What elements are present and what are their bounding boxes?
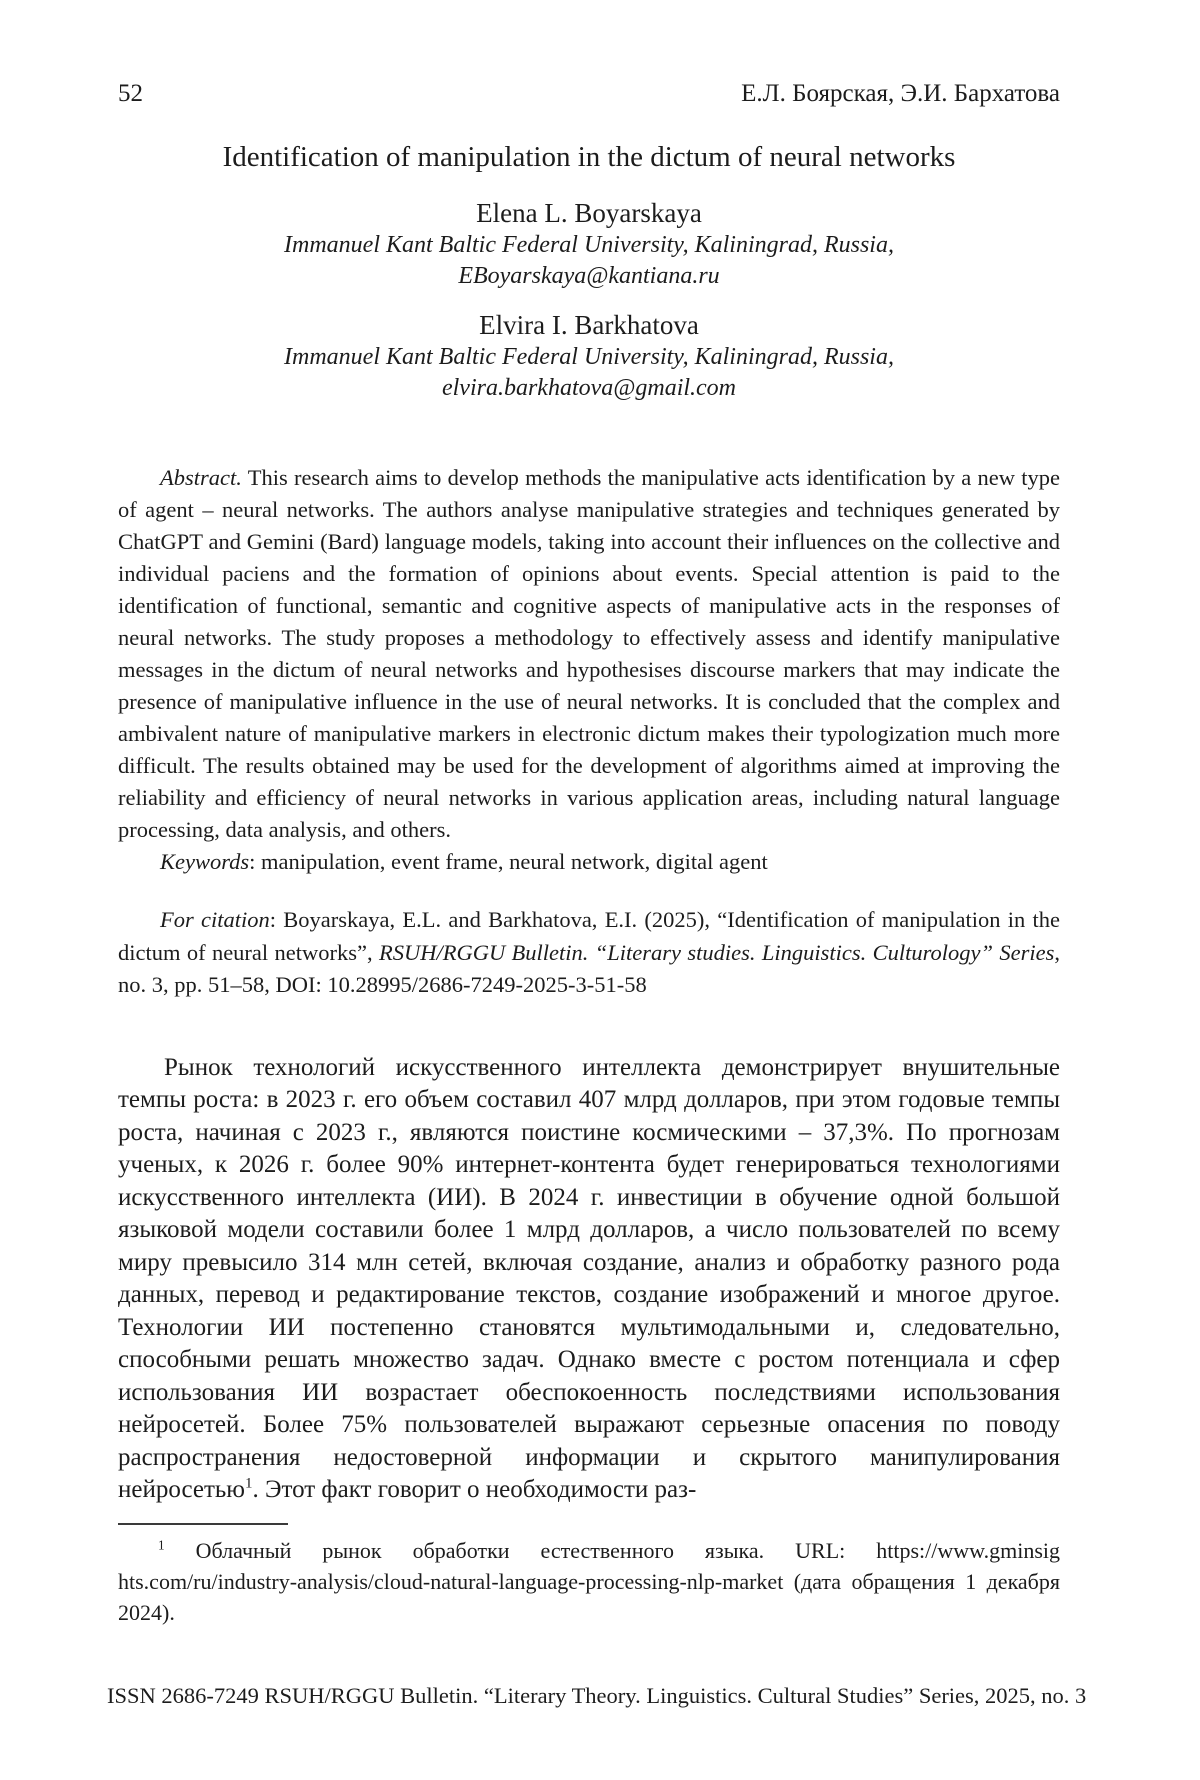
article-title: Identification of manipulation in the dictum of neural networks <box>222 141 956 173</box>
author-block-2 <box>118 308 1060 404</box>
author-block-1 <box>118 196 1060 292</box>
footnote-reference: 1 <box>244 1475 253 1492</box>
page-number: 52 <box>118 80 143 107</box>
abstract-label: Abstract. <box>160 465 242 490</box>
abstract-text: This research aims to develop methods the manipulative acts identification by a new type of agent – neural networks. The authors analyse manipulative strategies and techniques generated by ChatGPT and Gemini (Bard) language models, taking into account their influences on the collective and individual paciens and the formation of opinions about events. Special attention is paid to the identification of functional, semantic and cognitive aspects of manipulative acts in the responses of neural networks. The study proposes a methodology to effectively assess and identify manipulative messages in the dictum of neural networks and hypothesises discourse markers that may indicate the presence of manipulative influence in the use of neural networks. It is concluded that the complex and ambivalent nature of manipulative markers in electronic dictum makes their typologization much more difficult. The results obtained may be used for the development of algorithms aimed at improving the reliability and efficiency of neural networks in various application areas, including natural language processing, data analysis, and others. <box>118 465 1060 842</box>
keywords-text: : manipulation, event frame, neural network, digital agent <box>249 849 768 874</box>
keywords-paragraph <box>118 846 1060 878</box>
author-email: EBoyarskaya@kantiana.ru <box>458 263 720 289</box>
author-name: Elvira I. Barkhatova <box>479 310 699 340</box>
abstract-paragraph <box>118 462 1060 846</box>
citation-text: : Boyarskaya, E.L. and Barkhatova, E.I. (2025), “Identification of manipulation in the dictum of neural networks”, <box>118 907 1060 965</box>
body-text-tail: . Этот факт говорит о необходимости раз- <box>252 1476 697 1503</box>
page-content <box>118 0 1060 1628</box>
citation-label: For citation <box>160 907 270 932</box>
author-affiliation: Immanuel Kant Baltic Federal University, Kaliningrad, Russia, <box>284 232 894 258</box>
body-paragraph <box>118 1052 1060 1507</box>
footnote-paragraph <box>118 1535 1060 1628</box>
footnote-text: Облачный рынок обработки естественного языка. URL: https://www.gminsig hts.com/ru/industry-analysis/cloud-natural-language-processing-nlp-market (дата обращения 1 декабря 2024). <box>118 1537 1060 1625</box>
footnote-divider <box>118 1523 288 1525</box>
keywords-label: Keywords <box>160 849 250 874</box>
body-text: Рынок технологий искусственного интеллекта демонстрирует внушительные темпы роста: в 2023 г. его объем составил 407 млрд долларов, при этом годовые темпы роста, начиная с 2023 г., являются поистине космическими – 37,3%. По прогнозам ученых, к 2026 г. более 90% интернет-контента будет генерироваться технологиями искусственного интеллекта (ИИ). В 2024 г. инвестиции в обучение одной большой языковой модели составили более 1 млрд долларов, а число пользователей по всему миру превысило 314 млн сетей, включая создание, анализ и обработку разного рода данных, перевод и редактирование текстов, создание изображений и многое другое. Технологии ИИ постепенно становятся мультимодальными и, следовательно, способными решать множество задач. Однако вместе с ростом потенциала и сфер использования ИИ возрастает обеспокоенность последствиями использования нейросетей. Более 75% пользователей выражают серьезные опасения по поводу распространения недостоверной информации и скрытого манипулирования нейросетью <box>118 1053 1060 1503</box>
running-head-authors: Е.Л. Боярская, Э.И. Бархатова <box>741 80 1060 107</box>
author-affiliation: Immanuel Kant Baltic Federal University, Kaliningrad, Russia, <box>284 344 894 370</box>
author-email: elvira.barkhatova@gmail.com <box>441 375 737 401</box>
citation-tail: , no. 3, pp. 51–58, DOI: 10.28995/2686-7249-2025-3-51-58 <box>118 939 1061 997</box>
author-name: Elena L. Boyarskaya <box>476 198 702 228</box>
citation-paragraph <box>118 904 1060 1002</box>
page-footer: ISSN 2686-7249 RSUH/RGGU Bulletin. “Literary Theory. Linguistics. Cultural Studies” Series, 2025, no. 3 <box>107 1683 1087 1708</box>
journal-title: RSUH/RGGU Bulletin. “Literary studies. Linguistics. Culturology” Series <box>378 939 1055 965</box>
running-header <box>118 80 1060 108</box>
footnote-marker: 1 <box>158 1537 165 1553</box>
